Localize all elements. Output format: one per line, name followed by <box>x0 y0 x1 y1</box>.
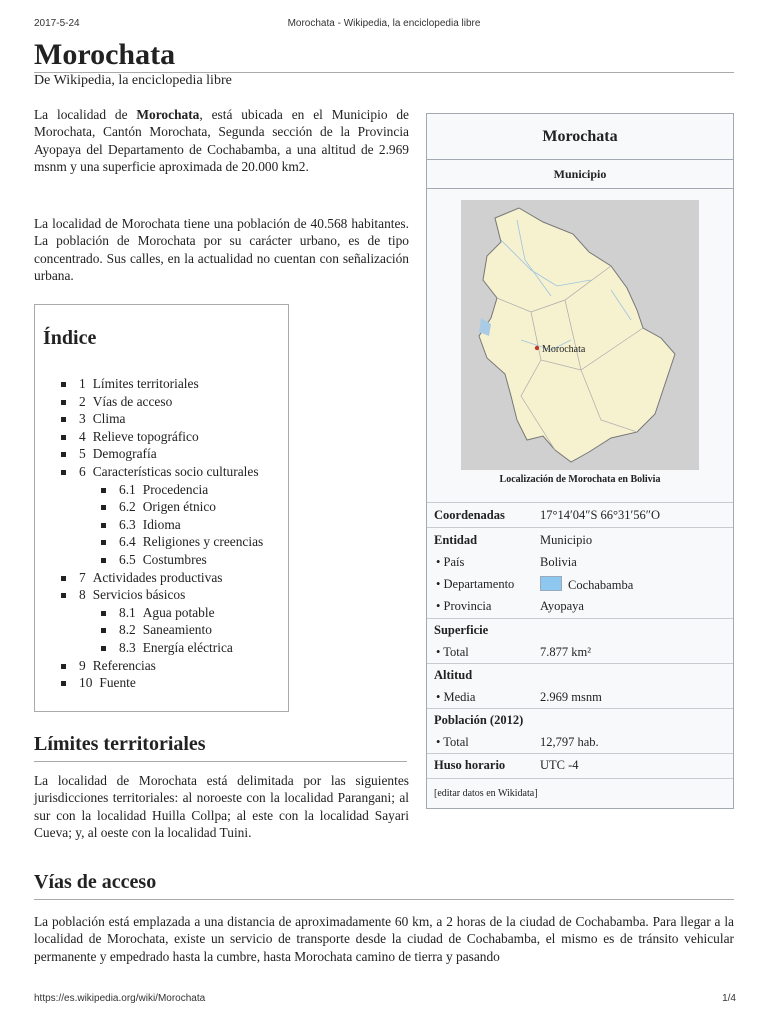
section-divider <box>34 899 734 900</box>
map-caption: Localización de Morochata en Bolivia <box>499 474 661 485</box>
superficie-total-value: 7.877 km² <box>540 645 591 659</box>
row-altitud <box>427 663 733 708</box>
toc-item-number: 6.2 <box>119 499 136 515</box>
toc-item[interactable] <box>57 428 285 446</box>
toc-item-number: 6.1 <box>119 481 136 497</box>
toc-item-label: Relieve topográfico <box>92 428 199 444</box>
intro-text-start: La localidad de <box>34 107 137 122</box>
toc-item-label: Actividades productivas <box>92 569 223 585</box>
toc-item-number: 8.3 <box>119 639 136 655</box>
flag-icon <box>540 576 562 591</box>
toc-item-label: Referencias <box>92 657 156 673</box>
toc-item-label: Demografía <box>92 446 157 462</box>
toc-item-number: 3 <box>79 411 86 427</box>
toc-item-label: Fuente <box>99 675 136 691</box>
coordenadas-value[interactable]: 17°14′04″S 66°31′56″O <box>540 508 660 522</box>
toc-item-label: Procedencia <box>142 481 209 497</box>
toc-sublist <box>79 481 285 569</box>
poblacion-total-value: 12,797 hab. <box>540 735 599 749</box>
coordenadas-label: Coordenadas <box>434 508 505 522</box>
entidad-value: Municipio <box>540 533 593 547</box>
toc-item-number: 6 <box>79 463 86 479</box>
toc-subitem[interactable] <box>97 481 285 499</box>
intro-paragraph-2: La localidad de Morochata tiene una población de 40.568 habitantes. La población de Morochata por su carácter urbano, es de tipo concentrado. Sus calles, en la actualidad no cuentan con señalización urbana. <box>34 216 409 284</box>
bolivia-map-svg <box>461 200 699 470</box>
toc-item-label: Clima <box>92 411 126 427</box>
pais-label: • País <box>436 555 465 569</box>
toc-item-number: 7 <box>79 569 86 585</box>
superficie-label: Superficie <box>434 623 489 637</box>
toc-subitem[interactable] <box>97 621 285 639</box>
toc-item-number: 9 <box>79 657 86 673</box>
toc-item-label: Costumbres <box>142 551 207 567</box>
toc-item-label: Saneamiento <box>142 622 212 638</box>
departamento-value[interactable] <box>540 576 633 593</box>
intro-paragraph-1 <box>34 106 409 176</box>
huso-label: Huso horario <box>434 758 506 772</box>
section-text-limites: La localidad de Morochata está delimitada por las siguientes jurisdicciones territoriales: al noroeste con la localidad Parangani; al sur con la localidad Huilla Collpa; al este con la localidad Sayari Cueva; y, al oeste con la localidad Tuini. <box>34 773 409 841</box>
poblacion-total-label: • Total <box>436 735 469 749</box>
altitud-media-label: • Media <box>436 690 476 704</box>
toc-item-label: Agua potable <box>142 604 215 620</box>
provincia-label: • Provincia <box>436 599 492 613</box>
toc-sublist <box>79 604 285 657</box>
toc-item[interactable] <box>57 393 285 411</box>
row-poblacion <box>427 708 733 753</box>
infobox-type: Municipio <box>427 160 733 189</box>
provincia-value[interactable]: Ayopaya <box>540 599 584 613</box>
table-of-contents <box>34 304 289 712</box>
toc-item-label: Religiones y creencias <box>142 534 264 550</box>
intro-text-rest: , está ubicada en el Municipio de Morochata, Cantón Morochata, Segunda sección de la Provincia Ayopaya del Departamento de Cochabamba, a una altitud de 2.969 msnm y una superficie aproximada de 20.000 km2. <box>34 107 409 175</box>
toc-item-label: Vías de acceso <box>92 393 173 409</box>
toc-item[interactable] <box>57 586 285 656</box>
intro-bold-name: Morochata <box>136 107 200 122</box>
toc-item-number: 8 <box>79 587 86 603</box>
toc-item[interactable] <box>57 375 285 393</box>
toc-item-number: 8.2 <box>119 622 136 638</box>
print-url[interactable]: https://es.wikipedia.org/wiki/Morochata <box>34 993 206 1004</box>
departamento-label: • Departamento <box>436 577 515 591</box>
toc-title: Índice <box>43 327 97 349</box>
row-edit <box>427 778 733 809</box>
huso-value[interactable]: UTC -4 <box>540 758 579 772</box>
toc-item-number: 6.4 <box>119 534 136 550</box>
print-page-number: 1/4 <box>722 993 736 1004</box>
infobox-title: Morochata <box>427 114 733 160</box>
toc-item-label: Límites territoriales <box>92 376 199 391</box>
page-subtitle: De Wikipedia, la enciclopedia libre <box>34 73 232 88</box>
toc-item-number: 4 <box>79 428 86 444</box>
toc-item-number: 8.1 <box>119 604 136 620</box>
location-marker <box>535 346 539 350</box>
toc-item-label: Energía eléctrica <box>142 639 233 655</box>
altitud-label: Altitud <box>434 668 473 682</box>
toc-subitem[interactable] <box>97 551 285 569</box>
toc-subitem[interactable] <box>97 516 285 534</box>
print-page-title: Morochata - Wikipedia, la enciclopedia libre <box>287 18 481 29</box>
toc-subitem[interactable] <box>97 498 285 516</box>
toc-item[interactable] <box>57 463 285 569</box>
section-heading-vias: Vías de acceso <box>34 871 157 893</box>
row-entidad <box>427 527 733 618</box>
pais-value[interactable]: Bolivia <box>540 555 577 569</box>
section-heading-limites: Límites territoriales <box>34 733 206 755</box>
toc-item[interactable] <box>57 569 285 587</box>
print-date: 2017-5-24 <box>34 18 80 29</box>
section-text-vias: La población está emplazada a una distancia de aproximadamente 60 km, a 2 horas de la ciudad de Cochabamba. Para llegar a la localidad de Morochata, existe un servicio de transporte desde la ciudad de Cochabamba, el mismo es de tránsito vehicular permanente y empedrado hasta la cumbre, hasta Morochata camino de tierra y pasando <box>34 914 734 964</box>
toc-item-label: Características socio culturales <box>92 463 259 479</box>
toc-subitem[interactable] <box>97 639 285 657</box>
row-huso-horario <box>427 753 733 778</box>
toc-item-number: 1 <box>79 376 86 391</box>
row-superficie <box>427 618 733 663</box>
altitud-media-value: 2.969 msnm <box>540 690 602 704</box>
infobox <box>426 113 734 809</box>
toc-item[interactable] <box>57 410 285 428</box>
location-map[interactable] <box>461 200 699 470</box>
toc-subitem[interactable] <box>97 533 285 551</box>
section-divider <box>34 761 407 762</box>
superficie-total-label: • Total <box>436 645 469 659</box>
toc-item-number: 6.3 <box>119 516 136 532</box>
toc-item-number: 10 <box>79 675 93 691</box>
toc-item-number: 5 <box>79 446 86 462</box>
toc-subitem[interactable] <box>97 604 285 622</box>
toc-item-label: Origen étnico <box>142 499 216 515</box>
toc-item-label: Servicios básicos <box>92 587 186 603</box>
map-label: Morochata <box>542 344 586 355</box>
departamento-name: Cochabamba <box>568 578 634 592</box>
toc-item-label: Idioma <box>142 516 181 532</box>
edit-wikidata-link[interactable]: [editar datos en Wikidata] <box>434 788 538 799</box>
poblacion-label: Población (2012) <box>434 713 524 727</box>
row-coordenadas <box>427 502 733 527</box>
toc-item-number: 6.5 <box>119 551 136 567</box>
toc-item[interactable] <box>57 445 285 463</box>
toc-item[interactable] <box>57 674 285 692</box>
entidad-label: Entidad <box>434 533 478 547</box>
page-title: Morochata <box>34 38 176 71</box>
toc-item-number: 2 <box>79 393 86 409</box>
toc-item[interactable] <box>57 657 285 675</box>
toc-list <box>57 375 285 692</box>
